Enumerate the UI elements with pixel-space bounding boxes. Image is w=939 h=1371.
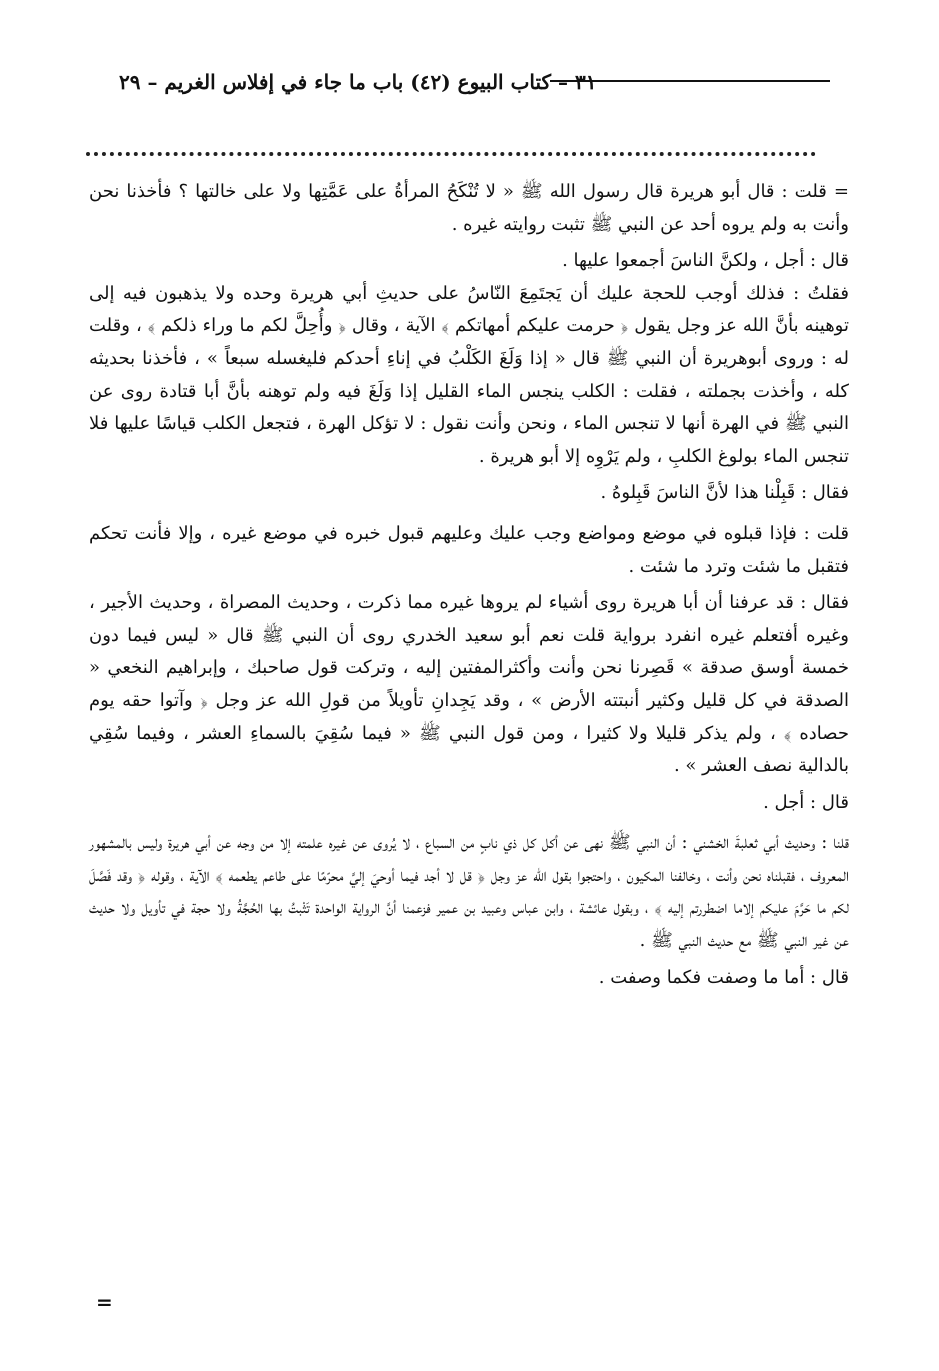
- paragraph-4: فقال : قَبِلْنا هذا لأنَّ الناسَ قَبِلوهُ .: [600, 482, 849, 504]
- paragraph-9: قال : أما ما وصفت فكما وصفت .: [598, 966, 849, 988]
- running-header: [119, 58, 819, 94]
- main-text: [89, 176, 849, 994]
- paragraph-8: قلنا : وحديث أبي ثعلبةَ الخشني : أن النبي ﷺ نهى عن أكل كل ذي نابٍ من السباع ، لا يُروى عن غيره علمته إلا من وجه عن أبي هريرة وليس بالمشهور المعروف ، فقبلناه نحن وأنت ، وخالفنا المكيون ، واحتجوا بقول الله عز وجل ﴿ قل لا أجد فيما أوحيَ إليَّ محرّمًا على طاعم يطعمه ﴾ الآية ، وقوله ﴿ وقد فَصَّلَ لكم ما حَرَّمَ عليكم إلاما اضطررتم إليه ﴾ ، وبقول عائشة ، وابن عباس وعبيد بن عمير فزعمنا أنَّ الرواية الواحدة تَثْبتُ بها الحُجَّةُ ولا حجة في تأويل ولا حديث عن غير النبي ﷺ مع حديث النبي ﷺ .: [89, 832, 849, 952]
- paragraph-1: = قلت : قال أبو هريرة قال رسول الله ﷺ « لا تُنْكَحُ المرأةُ على عَمَّتِها ولا على خالتها ؟ فأخذنا نحن وأنت به ولم يروه أحد عن النبي ﷺ تثبت روايته غيره .: [89, 181, 849, 235]
- paragraph-2: قال : أجل ، ولكنَّ الناسَ أجمعوا عليها .: [562, 250, 849, 272]
- header-rule: [550, 80, 830, 82]
- paragraph-6: فقال : قد عرفنا أن أبا هريرة روى أشياء لم يروها غيره مما ذكرت ، وحديث المصراة ، وحديث الأجير ، وغيره أفتعلم غيره انفرد برواية قلت نعم أبو سعيد الخدري روى أن النبي ﷺ قال « ليس فيما دون خمسة أوسق صدقة » قَصِرنا نحن وأنت وأكثرالمفتين إليه ، وتركت قول صاحبك ، وإبراهيم النخعي « الصدقة في كل قليل وكثير أنبتته الأرض » ، وقد يَجِدانِ تأويلاً من قولِ الله عز وجل ﴿ وآتوا حقه يوم حصاده ﴾ ، ولم يذكر قليلا ولا كثيرا ، ومن قول النبي ﷺ « فيما سُقِيَ بالسماءِ العشر ، وفيما سُقِي بالدالية نصف العشر » .: [89, 592, 849, 777]
- paragraph-7: قال : أجل .: [763, 791, 849, 813]
- paragraph-5: قلت : فإذا قبلوه في موضع ومواضع وجب عليك وعليهم قبول خبره في موضع غيره ، وإلا فأنت تحكم فتقبل ما شئت وترد ما شئت .: [89, 522, 849, 577]
- paragraph-3: فقلتُ : فذلك أوجب للحجة عليك أن يَجتَمِعَ النّاسُ على حديثِ أبي هريرة وحده ولا يذهبون فيه إلى توهينه بأنَّ الله عز وجل يقول ﴿ حرمت عليكم أمهاتكم ﴾ الآية ، وقال ﴿ وأُحِلَّ لكم ما وراء ذلكم ﴾ ، وقلت له : وروى أبوهريرة أن النبي ﷺ قال « إذا وَلَغَ الكَلْبُ في إناءِ أحدكم فليغسله سبعاً » ، فأخذنا بحديثه كله ، وأخذت بجملته ، فقلت : الكلب ينجس الماء القليل إذا وَلَغَ فيه ولم توهنه بأنَّ أبا قتادة روى عن النبي ﷺ في الهرة أنها لا تنجس الماء ، ونحن وأنت نقول : لا تؤكل الهرة ، فتجعل الكلب قياسًا عليها فلا تنجس الماء بولوغ الكلبِ ، ولم يَرْوِه إلا أبو هريرة .: [89, 282, 849, 467]
- running-header-text: ٣١ – كتاب البيوع (٤٢) باب ما جاء في إفلاس الغريم – ٢٩: [119, 70, 597, 94]
- footer-continuation-mark: =: [96, 1290, 113, 1314]
- dotted-separator: [86, 152, 816, 156]
